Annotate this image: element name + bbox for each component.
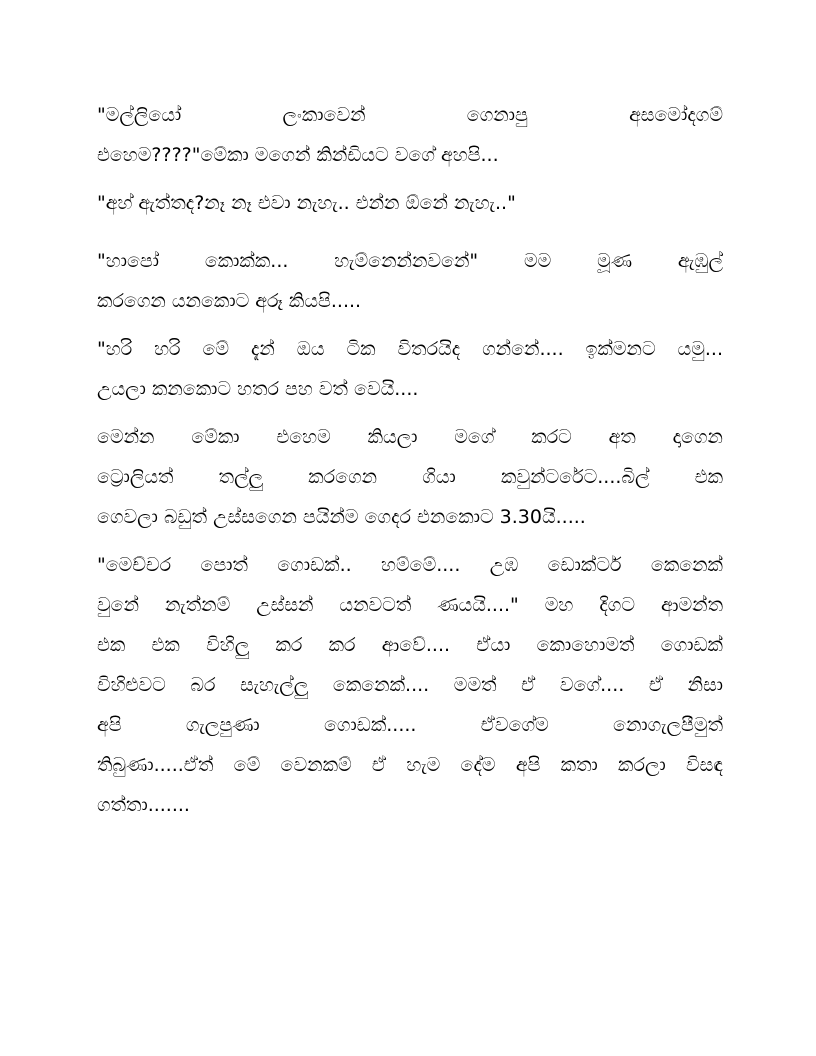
- text-line: වුනේ නැත්නම් උස්සන් යනවටත් ණයයි...." මහ දිගට ආමන්ත: [97, 594, 723, 616]
- paragraph: [97, 95, 723, 175]
- paragraph: [97, 241, 723, 321]
- text-line: මෙන්න මේකා එහෙම කියලා මගේ කරට අත දාගෙන: [97, 426, 723, 448]
- text-line: ට්‍රොලියත් තල්ලු කරගෙන ගියා කවුන්ටරේට....බිල් එක: [97, 466, 723, 488]
- paragraph: [97, 329, 723, 409]
- text-line: එහෙම????"මේකා මගෙන් කින්ඩියට වගේ අහපි...: [97, 144, 499, 166]
- text-line: "මෙච්චර පොත් ගොඩක්.. හම්මේ.... උඹ ඩොක්ටර් කෙනෙක්: [97, 554, 723, 576]
- document-page: [97, 95, 723, 833]
- paragraph: [97, 545, 723, 825]
- text-line: "හාපෝ කොක්ක... හැම්නෙන්නවනේ" මම මූණ ඇඹුල්: [97, 250, 723, 272]
- text-line: ගත්තා.......: [97, 794, 190, 816]
- text-line: "මල්ලියෝ ලංකාවෙන් ගෙනාපු අසමෝදගම්: [97, 104, 723, 126]
- text-line: ගෙවලා බඩුත් උස්සගෙන පයින්ම ගෙදර එනකොට 3.30යි.....: [97, 506, 586, 528]
- text-line: එක එක විහිලු කර කර ආවේ.... ඒයා කොහොමත් ගොඩක්: [97, 634, 723, 656]
- text-line: අපි ගැලපුණා ගොඩක්..... ඒවගේම නොගැලපීමුත්: [97, 714, 723, 736]
- text-line: "හරි හරි මේ දැන් ඔය ටික විතරයිද ගන්නේ.... ඉක්මනට යමු...: [97, 338, 723, 360]
- paragraph: [97, 417, 723, 537]
- text-line: තිබුණා.....ඒත් මේ වෙනකම් ඒ හැම දේම අපි කතා කරලා විසඳ: [97, 754, 723, 776]
- text-line: කරගෙන යනකොට අරූ කියපි.....: [97, 290, 362, 312]
- paragraph: [97, 183, 723, 223]
- text-line: උයලා කනකොට හතර පහ වත් වෙයි....: [97, 378, 419, 400]
- text-line: "අහ් ඇත්තද?නෑ නෑ එවා නැහැ.. එන්න ඕනේ නැහැ..": [97, 192, 516, 214]
- text-line: විහිළුවට බර සැහැල්ලු කෙනෙක්.... මමත් ඒ වගේ.... ඒ නිසා: [97, 674, 723, 696]
